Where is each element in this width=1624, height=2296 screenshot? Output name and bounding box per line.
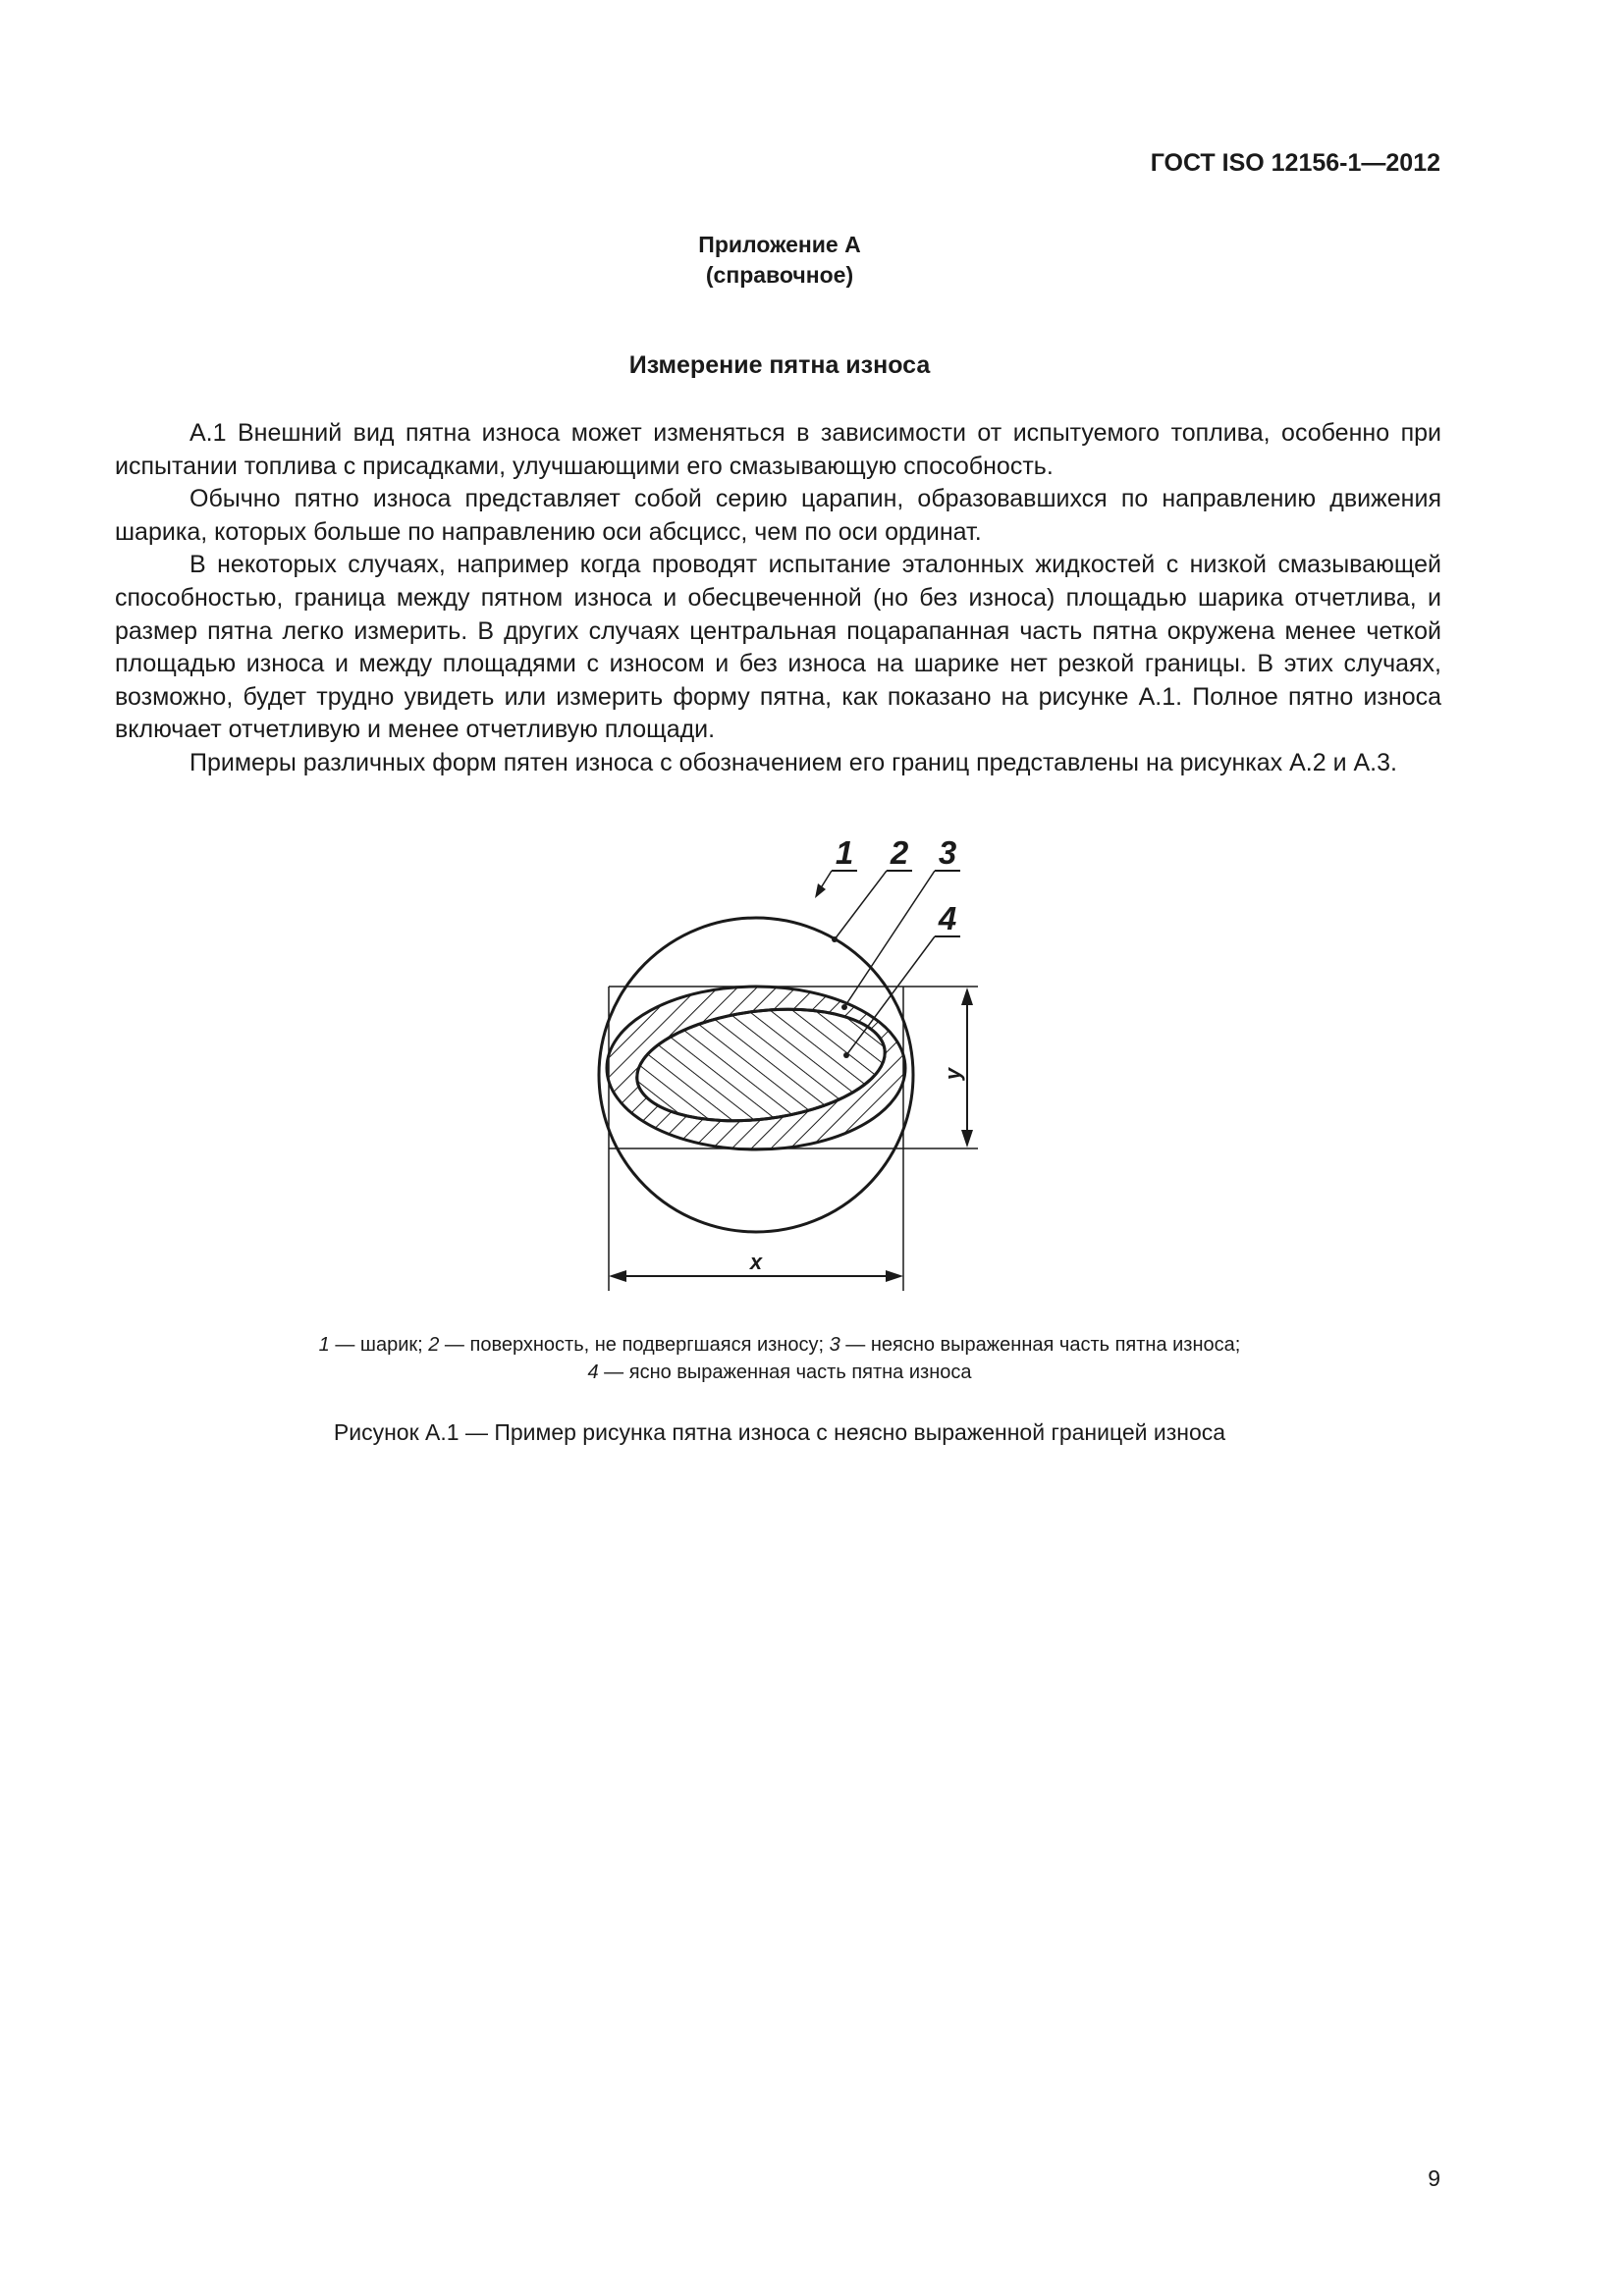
arrowhead — [961, 988, 973, 1005]
paragraph: Обычно пятно износа представляет собой серию царапин, образовавшихся по направлению движения шарика, которых больше по направлению оси абсцисс, чем по оси ординат. — [115, 485, 1441, 546]
paragraph: Примеры различных форм пятен износа с обозначением его границ представлены на рисунках А.2 и А.3. — [189, 748, 1397, 776]
annex-type: (справочное) — [705, 262, 854, 288]
figure-caption: Рисунок А.1 — Пример рисунка пятна износа с неясно выраженной границей износа — [333, 1419, 1226, 1445]
dimension-x-label: x — [749, 1250, 763, 1274]
document-header: ГОСТ ISO 12156-1—2012 — [1150, 149, 1440, 177]
dimension-y-label: y — [941, 1067, 965, 1081]
paragraph: В некоторых случаях, например когда проводят испытание эталонных жидкостей с низкой смазывающей способностью, граница между пятном износа и обесцвеченной (но без износа) площадью шарика отчетлива, и размер пятна легко измерить. В других случаях центральная поцарапанная часть пятна окружена менее четкой площадью износа и между площадями с износом и без износа на шарике нет резкой границы. В этих случаях, возможно, будет трудно увидеть или измерить форму пятна, как показано на рисунке А.1. Полное пятно износа включает отчетливую и менее отчетливую площади. — [115, 551, 1441, 744]
callout-4: 4 — [938, 900, 957, 936]
callout-2: 2 — [890, 834, 909, 871]
arrowhead — [815, 883, 826, 898]
callout-1: 1 — [835, 834, 854, 871]
legend-num: 4 — [587, 1362, 599, 1383]
leader-line-2 — [835, 871, 887, 939]
wear-scar-figure — [550, 825, 1021, 1306]
legend-text: — шарик; — [329, 1334, 429, 1356]
leader-dot — [843, 1052, 849, 1058]
legend-text: — неясно выраженная часть пятна износа; — [839, 1334, 1241, 1356]
figure-legend — [0, 1331, 1559, 1386]
page-number: 9 — [1428, 2165, 1440, 2191]
section-title: Измерение пятна износа — [628, 351, 931, 379]
legend-text: — ясно выраженная часть пятна износа — [598, 1362, 972, 1383]
leader-dot — [841, 1004, 847, 1010]
legend-text: — поверхность, не подвергшаяся износу; — [439, 1334, 830, 1356]
legend-num: 1 — [318, 1334, 330, 1356]
annex-title: Приложение А — [698, 232, 861, 257]
leader-dot — [832, 936, 838, 942]
body-text — [115, 417, 1441, 780]
paragraph: А.1 Внешний вид пятна износа может изменяться в зависимости от испытуемого топлива, особенно при испытании топлива с присадками, улучшающими его смазывающую способность. — [115, 419, 1441, 480]
legend-line-2 — [0, 1359, 1559, 1386]
legend-line-1 — [0, 1331, 1559, 1359]
legend-num: 3 — [829, 1334, 840, 1356]
callout-3: 3 — [938, 834, 957, 871]
arrowhead — [961, 1130, 973, 1148]
arrowhead — [609, 1270, 626, 1282]
legend-num: 2 — [428, 1334, 440, 1356]
arrowhead — [886, 1270, 903, 1282]
annex-heading — [0, 230, 1559, 291]
